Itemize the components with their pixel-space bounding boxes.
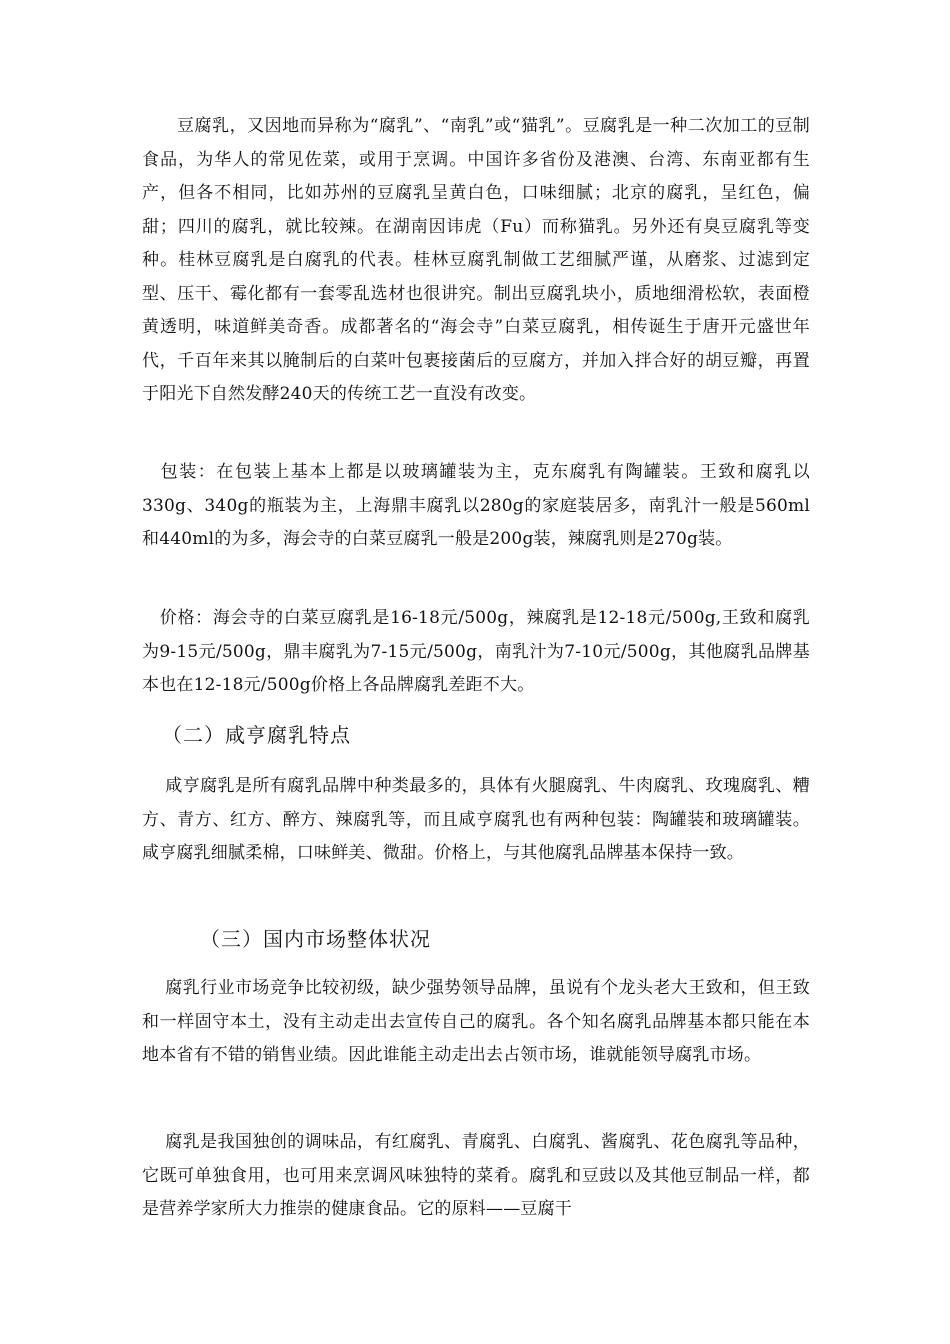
paragraph-xianheng: 咸亨腐乳是所有腐乳品牌中种类最多的，具体有火腿腐乳、牛肉腐乳、玫瑰腐乳、糟方、青方、红方、醉方、辣腐乳等，而且咸亨腐乳也有两种包装：陶罐装和玻璃罐装。咸亨腐乳细腻柔棉，口味鲜美、微甜。价格上，与其他腐乳品牌基本保持一致。 xyxy=(142,776,810,863)
paragraph-price: 价格：海会寺的白菜豆腐乳是16-18元/500g，辣腐乳是12-18元/500g,王致和腐乳为9-15元/500g，鼎丰腐乳为7-15元/500g，南乳汁为7-10元/500g，其他腐乳品牌基本也在12-18元/500g价格上各品牌腐乳差距不大。 xyxy=(142,608,810,695)
section-heading-xianheng: （二）咸亨腐乳特点 xyxy=(162,723,351,747)
paragraph-market: 腐乳行业市场竞争比较初级，缺少强势领导品牌，虽说有个龙头老大王致和，但王致和一样固守本土，没有主动走出去宣传自己的腐乳。各个知名腐乳品牌基本都只能在本地本省有不错的销售业绩。因此谁能主动走出去占领市场，谁就能领导腐乳市场。 xyxy=(142,978,810,1065)
paragraph-fermented-tofu: 腐乳是我国独创的调味品，有红腐乳、青腐乳、白腐乳、酱腐乳、花色腐乳等品种，它既可单独食用，也可用来烹调风味独特的菜肴。腐乳和豆豉以及其他豆制品一样，都是营养学家所大力推崇的健康食品。它的原料——豆腐干 xyxy=(142,1132,810,1219)
paragraph-intro: 豆腐乳，又因地而异称为“腐乳”、“南乳”或“猫乳”。豆腐乳是一种二次加工的豆制食品，为华人的常见佐菜，或用于烹调。中国许多省份及港澳、台湾、东南亚都有生产，但各不相同，比如苏州的豆腐乳呈黄白色，口味细腻；北京的腐乳，呈红色，偏甜；四川的腐乳，就比较辣。在湖南因讳虎（Fu）而称猫乳。另外还有臭豆腐乳等变种。桂林豆腐乳是白腐乳的代表。桂林豆腐乳制做工艺细腻严谨，从磨浆、过滤到定型、压干、霉化都有一套零乱选材也很讲究。制出豆腐乳块小，质地细滑松软，表面橙黄透明，味道鲜美奇香。成都著名的“海会寺”白菜豆腐乳，相传诞生于唐开元盛世年代，千百年来其以腌制后的白菜叶包裹接菌后的豆腐方，并加入拌合好的胡豆瓣，再置于阳光下自然发酵240天的传统工艺一直没有改变。 xyxy=(142,116,810,404)
section-heading-market: （三）国内市场整体状况 xyxy=(200,927,431,951)
paragraph-packaging: 包装：在包装上基本上都是以玻璃罐装为主，克东腐乳有陶罐装。王致和腐乳以330g、340g的瓶装为主，上海鼎丰腐乳以280g的家庭装居多，南乳汁一般是560ml和440ml的为多，海会寺的白菜豆腐乳一般是200g装，辣腐乳则是270g装。 xyxy=(142,462,810,549)
